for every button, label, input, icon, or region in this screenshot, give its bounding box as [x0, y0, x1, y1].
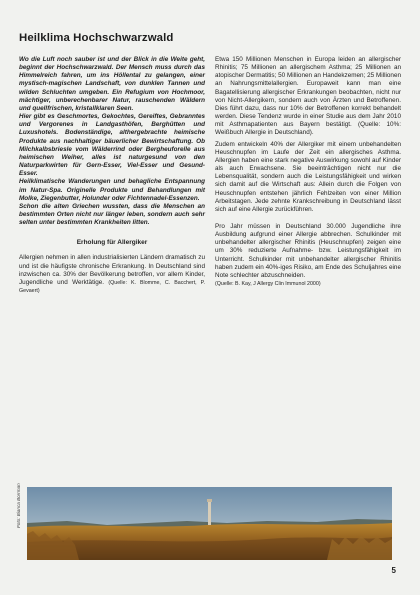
allergy-paragraph-text: Allergien nehmen in allen industrialisierten Ländern dramatisch zu und ist die häufigste chronische Erkrankung. In Deutschland sind inzwischen ca. 30% der Bevölkerung betroffen, vor allem Kinder, Jugendliche und Werktätige.: [19, 254, 205, 286]
intro-paragraph-2: Hier gibt es Geschmortes, Gekochtes, Gereiftes, Gebranntes und Vergorenes in Landgasthöfen, Berghütten und Luxushotels. Bodenständige, althergebrachte heimische Produkte aus nachhaltiger bäuerlicher Bewirtschaftung. Ob Milchkalbsbriesle vom Wälderrind oder Bergheuforelle aus heimischen Weiher, alles ist naturgesund von den Naturparkwirten für Gern-Esser, Viel-Esser und Gesund-Esser.: [19, 113, 205, 178]
intro-paragraph-1: Wo die Luft noch sauber ist und der Blick in die Weite geht, beginnt der Hochschwarzwald. Der Mensch muss durch das Himmelreich fahren, um ins Höllental zu gelangen, einer mystisch-magischen Landschaft, von dunklen Tannen und wilden Schluchten umgeben. Ein Refugium von Hochmoor, mächtiger, unberechenbarer Natur, rauschenden Wäldern und quellfrischen, kristallklaren Seen.: [19, 56, 205, 112]
body-paragraph-2: Zudem entwickeln 40% der Allergiker mit einem unbehandelten Heuschnupfen im Laufe der Zeit ein allergisches Asthma. Allergien haben eine stark negative Auswirkung sowohl auf Kinder als auch Erwachsene. Sie beeinträchtigen nicht nur die Lebensqualität, sondern auch die Leistungsfähigkeit und wirken sich damit auf die Wirtschaft aus: Allein durch die Folgen von Heuschnupfen entstehen jährlich Fehlzeiten von einer Million Arbeitstagen. Jede zehnte Krankschreibung in Deutschland lässt sich auf eine Allergie zurückführen.: [215, 140, 401, 213]
source-citation-right: (Quelle: B. Kay, J Allergy Clin Immunol 2000): [215, 281, 321, 288]
landscape-photo: [27, 487, 392, 560]
body-paragraph-3: [215, 223, 401, 288]
page-title: Heilklima Hochschwarzwald: [19, 32, 174, 44]
intro-paragraph-4: Schon die alten Griechen wussten, dass die Menschen an bestimmten Orten nicht nur länger leben, sondern auch sehr selten unter bestimmten Krankheiten litten.: [19, 202, 205, 227]
left-column: [19, 56, 205, 298]
right-column: [215, 56, 401, 291]
page-number: 5: [391, 566, 396, 575]
source-citation: (Quelle: K. Blomme, C. Bacchert, P. Gevaert): [19, 279, 205, 295]
section-subheading: Erholung für Allergiker: [76, 239, 148, 247]
allergy-paragraph: [19, 254, 205, 295]
intro-paragraph-3: Heilklimatische Wanderungen und behagliche Entspannung im Natur-Spa. Originelle Produkte und Behandlungen mit Molke, Ziegenbutter, Holunder oder Fichtennadel-Essenzen.: [19, 178, 205, 202]
body-paragraph-3-text: Pro Jahr müssen in Deutschland 30.000 Jugendliche ihre Ausbildung aufgrund einer Allergie abbrechen. Schulkinder mit unbehandelter allergischer Rhinitis (Heuschnupfen) zeigen eine um 30% reduzierte Aufnahme- bzw. Leistungsfähigkeit im Unterricht. Schulkinder mit unbehandelter allergischer Rhinitis haben zudem ein 40%-iges Risiko, am Ende des Schuljahres eine Note schlechter abzuschneiden.: [215, 222, 401, 279]
body-paragraph-1: Etwa 150 Millionen Menschen in Europa leiden an allergischer Rhinitis; 75 Millionen an allergischem Asthma; 25 Millionen an atopischer Dermatitis; 50 Millionen an Handekzemen; 25 Millionen an Nahrungsmittelallergien. Europaweit kann man eine Bagatellisierung allergischer Erkrankungen beobachten, nicht nur von Nicht-Allergikern, sondern auch von Ärzten und Betroffenen. Dies führt dazu, dass nur 10% der Betroffenen korrekt behandelt werden. Diese Tendenz wurde in einer Studie aus dem Jahr 2010 mit Asthmapatienten aus Bayern bestätigt. (Quelle: 10%: Weißbuch Allergie in Deutschland).: [215, 56, 401, 137]
photo-credit: Foto: Bianca Borrman: [16, 483, 21, 528]
intro-text: [19, 56, 205, 227]
